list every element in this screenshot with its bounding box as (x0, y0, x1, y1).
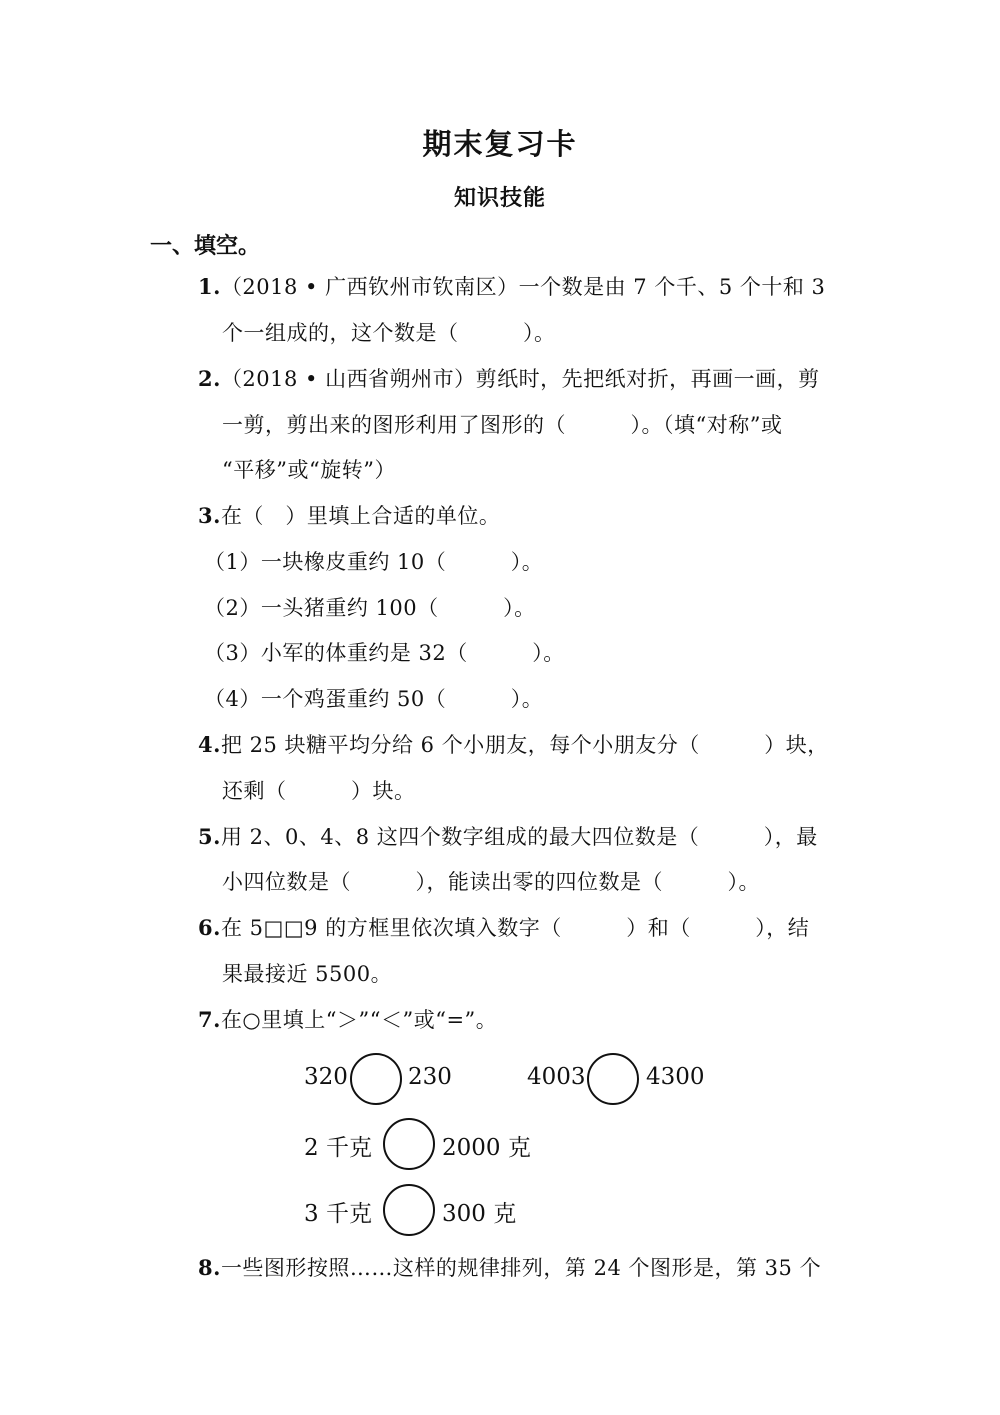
q6-number: 6. (198, 915, 221, 940)
q2-number: 2. (198, 366, 221, 391)
q2-text-line3: “平移”或“旋转”） (222, 458, 396, 482)
compare-circle-blank[interactable] (587, 1053, 639, 1105)
q2-text-line1: （2018 • 山西省朔州市）剪纸时，先把纸对折，再画一画，剪 (220, 367, 820, 391)
q3-item: （4）一个鸡蛋重约 50（ ）。 (204, 687, 544, 711)
q2-text-line2: 一剪，剪出来的图形利用了图形的（ ）。（填“对称”或 (222, 413, 783, 437)
q8-line1 (198, 1253, 821, 1283)
q7-line1 (198, 1005, 497, 1035)
compare-right-value: 4300 (646, 1064, 705, 1090)
compare-circle-blank[interactable] (383, 1184, 435, 1236)
q3-line1 (198, 501, 500, 531)
page-title: 期末复习卡 (422, 127, 578, 161)
compare-left-value: 3 千克 (304, 1201, 372, 1227)
q3-item: （2）一头猪重约 100（ ）。 (204, 596, 536, 620)
page-subtitle: 知识技能 (453, 186, 546, 211)
q5-text-line2: 小四位数是（ ），能读出零的四位数是（ ）。 (222, 870, 760, 894)
q3-number: 3. (198, 503, 221, 528)
q7-text-line1: 在○里填上“＞”“＜”或“=”。 (220, 1008, 498, 1032)
q5-line1 (198, 822, 818, 852)
compare-left-value: 4003 (527, 1064, 586, 1090)
q4-text-line2: 还剩（ ）块。 (222, 779, 416, 803)
q3-item: （1）一块橡皮重约 10（ ）。 (204, 550, 544, 574)
compare-left-value: 320 (304, 1064, 348, 1090)
compare-right-value: 230 (408, 1064, 452, 1090)
q3-item: （3）小军的体重约是 32（ ）。 (204, 641, 565, 665)
q8-text-line1: 一些图形按照……这样的规律排列，第 24 个图形是，第 35 个 (220, 1256, 822, 1280)
q1-text-line2: 个一组成的，这个数是（ ）。 (222, 321, 556, 345)
q3-text-line1: 在（ ）里填上合适的单位。 (220, 504, 501, 528)
q8-number: 8. (198, 1255, 221, 1280)
q7-number: 7. (198, 1007, 221, 1032)
q1-text-line1: （2018 • 广西钦州市钦南区）一个数是由 7 个千、5 个十和 3 (220, 275, 826, 299)
q2-line1 (198, 364, 820, 394)
q6-line1 (198, 913, 809, 943)
q4-number: 4. (198, 732, 221, 757)
compare-right-value: 300 克 (442, 1201, 517, 1227)
q6-text-line1: 在 5□□9 的方框里依次填入数字（ ）和（ ），结 (220, 916, 810, 940)
q6-text-line2: 果最接近 5500。 (222, 962, 393, 986)
section-heading: 一、填空。 (150, 234, 261, 259)
q5-text-line1: 用 2、0、4、8 这四个数字组成的最大四位数是（ ），最 (220, 825, 818, 849)
q5-number: 5. (198, 824, 221, 849)
compare-right-value: 2000 克 (442, 1135, 531, 1161)
compare-circle-blank[interactable] (350, 1053, 402, 1105)
compare-circle-blank[interactable] (383, 1118, 435, 1170)
q4-line1 (198, 730, 829, 760)
q1-line1 (198, 272, 825, 302)
q1-number: 1. (198, 274, 221, 299)
compare-left-value: 2 千克 (304, 1135, 372, 1161)
q4-text-line1: 把 25 块糖平均分给 6 个小朋友，每个小朋友分（ ）块， (220, 733, 829, 757)
